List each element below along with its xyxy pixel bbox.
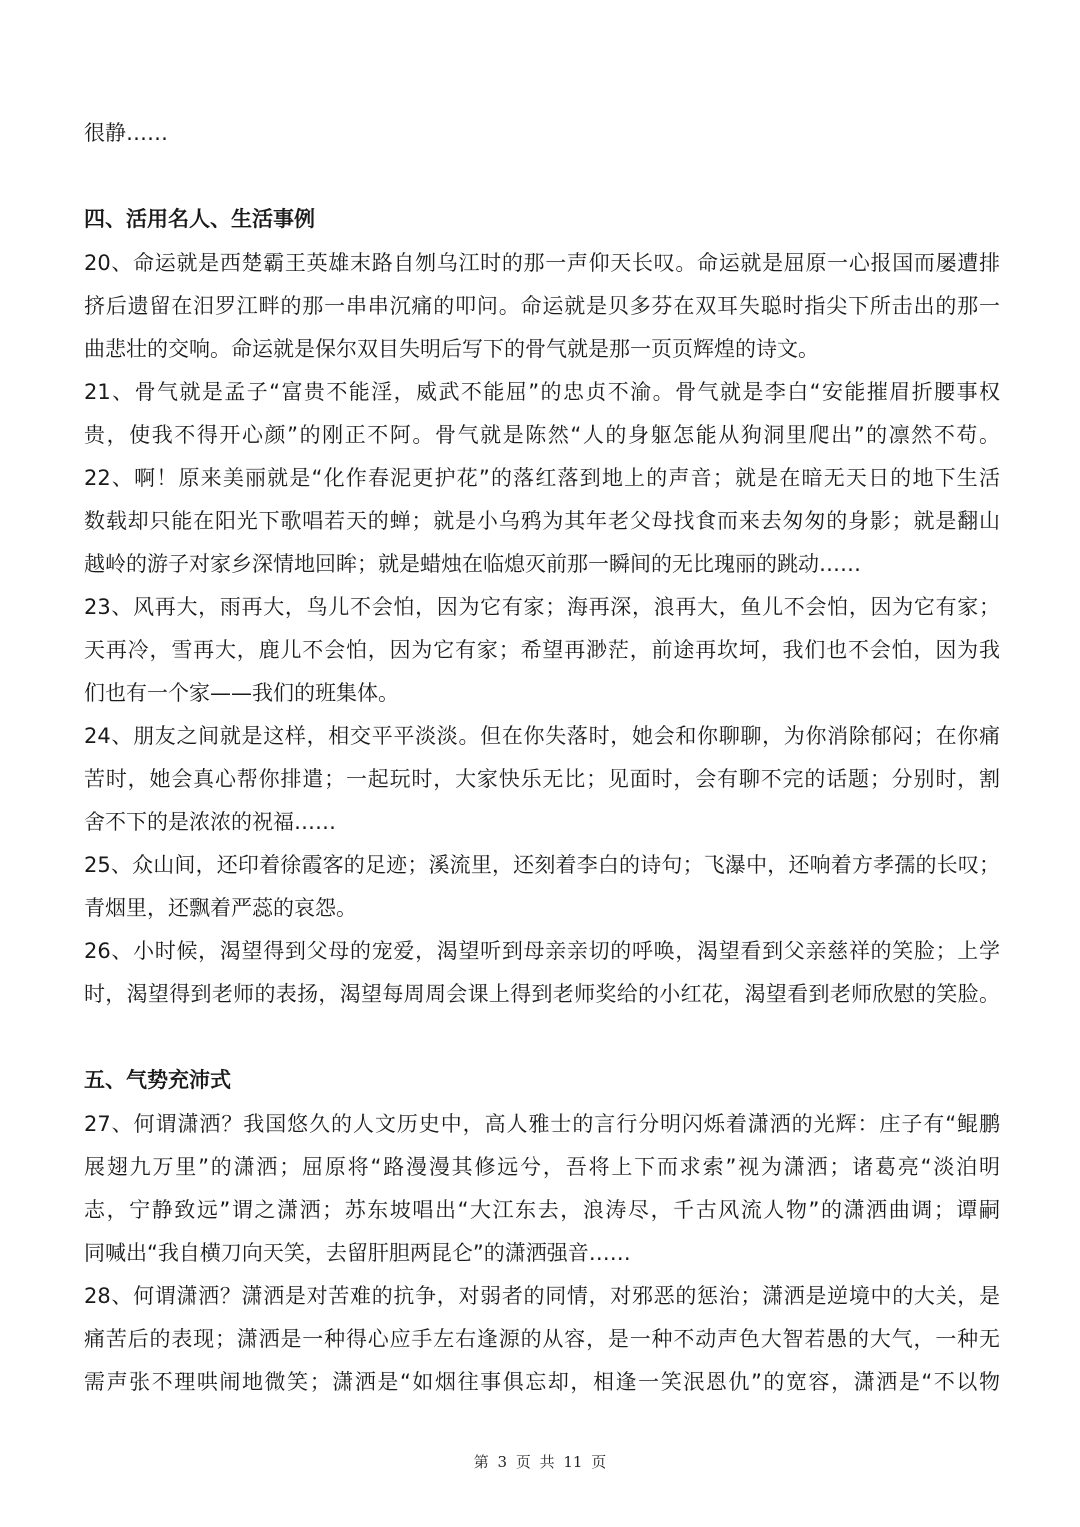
paragraph-line: 舍不下的是浓浓的祝福……	[84, 810, 336, 834]
paragraph-line: 苦时，她会真心帮你排遣；一起玩时，大家快乐无比；见面时，会有聊不完的话题；分别时，割	[84, 767, 1000, 791]
paragraph-line: 越岭的游子对家乡深情地回眸；就是蜡烛在临熄灭前那一瞬间的无比瑰丽的跳动……	[84, 552, 861, 576]
intro-line: 很静……	[84, 121, 168, 145]
paragraph-line: 同喊出“我自横刀向天笑，去留肝胆两昆仑”的潇洒强音……	[84, 1241, 631, 1265]
page-number-footer: 第 3 页 共 11 页	[473, 1453, 607, 1471]
paragraph-line: 需声张不理哄闹地微笑；潇洒是“如烟往事俱忘却，相逢一笑泯恩仇”的宽容，潇洒是“不以物	[84, 1370, 1000, 1394]
paragraph-line: 青烟里，还飘着严蕊的哀怨。	[84, 896, 357, 920]
paragraph-line: 28、何谓潇洒？潇洒是对苦难的抗争，对弱者的同情，对邪恶的惩治；潇洒是逆境中的大关，是	[84, 1284, 1000, 1308]
paragraph-line: 痛苦后的表现；潇洒是一种得心应手左右逢源的从容，是一种不动声色大智若愚的大气，一种无	[84, 1327, 1000, 1351]
paragraph-line: 数载却只能在阳光下歌唱若天的蝉；就是小乌鸦为其年老父母找食而来去匆匆的身影；就是翻山	[84, 509, 1000, 533]
section-heading: 四、活用名人、生活事例	[84, 207, 315, 231]
paragraph-line: 展翅九万里”的潇洒；屈原将“路漫漫其修远兮，吾将上下而求索”视为潇洒；诸葛亮“淡泊明	[84, 1155, 1000, 1179]
section-heading: 五、气势充沛式	[84, 1068, 231, 1092]
paragraph-line: 们也有一个家——我们的班集体。	[84, 681, 399, 705]
paragraph-line: 25、众山间，还印着徐霞客的足迹；溪流里，还刻着李白的诗句；飞瀑中，还响着方孝孺的长叹；	[84, 853, 1000, 877]
paragraph-line: 贵，使我不得开心颜”的刚正不阿。骨气就是陈然“人的身躯怎能从狗洞里爬出”的凛然不苟。	[84, 423, 1000, 447]
paragraph-line: 挤后遗留在汨罗江畔的那一串串沉痛的叩问。命运就是贝多芬在双耳失聪时指尖下所击出的那一	[84, 294, 1000, 318]
paragraph-line: 20、命运就是西楚霸王英雄末路自刎乌江时的那一声仰天长叹。命运就是屈原一心报国而屡遭排	[84, 251, 1000, 275]
paragraph-line: 26、小时候，渴望得到父母的宠爱，渴望听到母亲亲切的呼唤，渴望看到父亲慈祥的笑脸；上学	[84, 939, 1000, 963]
paragraph-line: 23、风再大，雨再大，鸟儿不会怕，因为它有家；海再深，浪再大，鱼儿不会怕，因为它有家；	[84, 595, 1000, 619]
paragraph-line: 天再冷，雪再大，鹿儿不会怕，因为它有家；希望再渺茫，前途再坎坷，我们也不会怕，因为我	[84, 638, 1000, 662]
paragraph-line: 志，宁静致远”谓之潇洒；苏东坡唱出“大江东去，浪涛尽，千古风流人物”的潇洒曲调；谭嗣	[84, 1198, 1000, 1222]
paragraph-line: 时，渴望得到老师的表扬，渴望每周周会课上得到老师奖给的小红花，渴望看到老师欣慰的笑脸。	[84, 982, 1000, 1006]
paragraph-line: 22、啊！原来美丽就是“化作春泥更护花”的落红落到地上的声音；就是在暗无天日的地下生活	[84, 466, 1000, 490]
paragraph-line: 27、何谓潇洒？我国悠久的人文历史中，高人雅士的言行分明闪烁着潇洒的光辉：庄子有“鲲鹏	[84, 1112, 1000, 1136]
paragraph-line: 21、骨气就是孟子“富贵不能淫，威武不能屈”的忠贞不渝。骨气就是李白“安能摧眉折腰事权	[84, 380, 1000, 404]
paragraph-line: 曲悲壮的交响。命运就是保尔双目失明后写下的骨气就是那一页页辉煌的诗文。	[84, 337, 819, 361]
paragraph-line: 24、朋友之间就是这样，相交平平淡淡。但在你失落时，她会和你聊聊，为你消除郁闷；在你痛	[84, 724, 1000, 748]
